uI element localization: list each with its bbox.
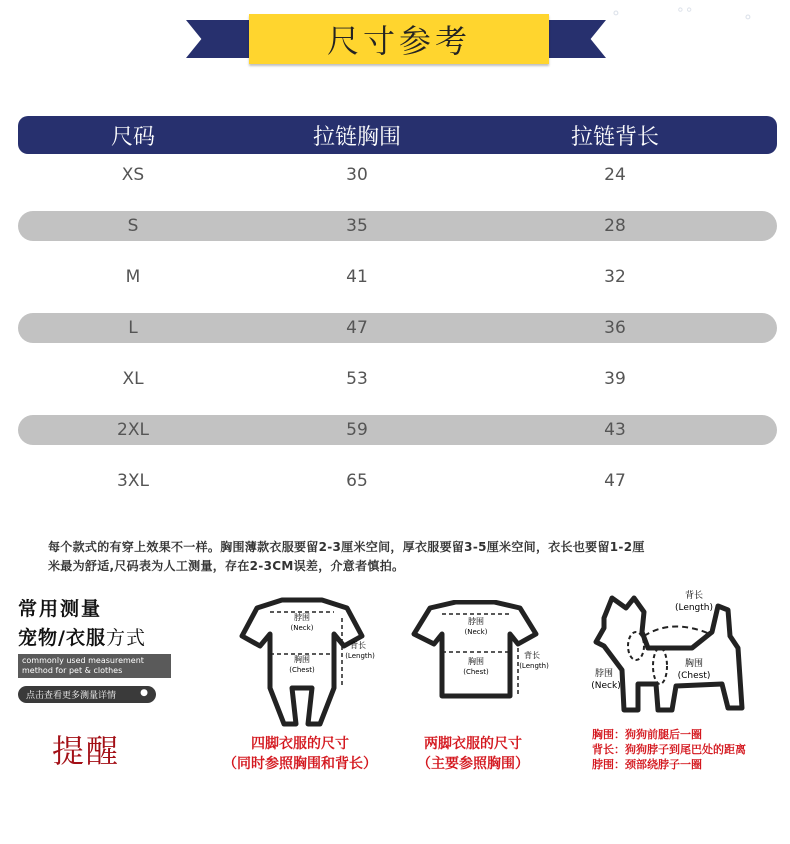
size-cell: M [125, 267, 141, 287]
dog-measurement-diagram [582, 588, 772, 724]
table-row [18, 415, 777, 445]
header-chest: 拉链胸围 [312, 124, 402, 150]
dog-note-neck: 脖围：颈部绕脖子一圈 [592, 758, 702, 771]
chest-label-en: (Chest) [289, 666, 315, 674]
length-cell: 47 [604, 471, 626, 491]
four-leg-clothes-diagram [222, 596, 382, 731]
chest-cell: 59 [346, 420, 368, 440]
length-label-en: (Length) [345, 652, 375, 660]
banner-ribbon-left [186, 20, 256, 58]
length-cell: 28 [604, 216, 626, 236]
size-cell: 2XL [117, 420, 149, 440]
four-leg-caption-2: （同时参照胸围和背长） [223, 756, 377, 772]
length-label-cn: 背长 [350, 641, 366, 650]
length-label-en: (Length) [519, 662, 549, 670]
chest-cell: 30 [346, 165, 368, 185]
size-cell: 3XL [117, 471, 149, 491]
length-cell: 39 [604, 369, 626, 389]
page-title: 尺寸参考 [326, 22, 471, 60]
dog-outline [596, 598, 742, 710]
neck-label-en: (Neck) [290, 624, 314, 632]
two-leg-caption-2: （主要参照胸围） [417, 756, 529, 772]
back-length-line [644, 626, 710, 636]
remind-label: 提醒 [52, 732, 121, 770]
guide-title-2 [18, 623, 178, 650]
size-cell: L [128, 318, 138, 338]
neck-label-cn: 脖围 [594, 669, 614, 679]
chest-cell: 65 [346, 471, 368, 491]
two-leg-caption [378, 734, 568, 774]
guide-english-1: commonly used measurement [22, 656, 144, 665]
table-row [18, 211, 777, 241]
paw-icon: ∘∘ [676, 2, 694, 18]
dog-note-chest: 胸围：狗狗前腿后一圈 [592, 728, 702, 741]
two-leg-caption-1: 两脚衣服的尺寸 [424, 736, 522, 752]
measurement-guide [18, 594, 178, 703]
chest-cell: 35 [346, 216, 368, 236]
length-label-cn: 背长 [524, 651, 540, 660]
size-cell: XS [121, 165, 145, 185]
bone-icon: ⚬ [610, 6, 622, 22]
dog-notes [592, 727, 746, 772]
length-cell: 36 [604, 318, 626, 338]
dog-note-length: 背长：狗狗脖子到尾巴处的距离 [592, 743, 746, 756]
chest-label-en: (Chest) [463, 668, 489, 676]
guide-english-2: method for pet & clothes [22, 666, 123, 675]
header-size: 尺码 [110, 124, 156, 150]
chest-cell: 53 [346, 369, 368, 389]
length-label-cn: 背长 [684, 591, 704, 601]
neck-label-en: (Neck) [464, 628, 488, 636]
length-cell: 32 [604, 267, 626, 287]
chest-cell: 41 [346, 267, 368, 287]
table-row [18, 262, 777, 292]
more-details-label: 点击查看更多测量详情 [26, 691, 117, 701]
neck-label-en: (Neck) [591, 681, 621, 691]
length-cell: 43 [604, 420, 626, 440]
table-row [18, 160, 777, 190]
four-leg-caption-1: 四脚衣服的尺寸 [251, 736, 349, 752]
table-row [18, 313, 777, 343]
chest-label-en: (Chest) [677, 671, 711, 681]
size-note [48, 538, 748, 576]
length-cell: 24 [604, 165, 626, 185]
table-row [18, 364, 777, 394]
size-cell: XL [122, 369, 144, 389]
chest-cell: 47 [346, 318, 368, 338]
table-row [18, 466, 777, 496]
size-table [18, 116, 777, 496]
chest-label-cn: 胸围 [294, 655, 310, 664]
guide-english [18, 654, 171, 678]
note-line-1: 每个款式的有穿上效果不一样。胸围薄款衣服要留2-3厘米空间，厚衣服要留3-5厘米空间，衣长也要留1-2厘 [48, 540, 645, 554]
size-cell: S [127, 216, 139, 236]
chest-label-cn: 胸围 [684, 659, 704, 669]
table-header [18, 116, 777, 154]
title-banner [249, 14, 549, 64]
chest-label-cn: 胸围 [468, 657, 484, 666]
guide-title-1: 常用测量 [18, 598, 103, 620]
guide-title-2-thin: 方式 [105, 627, 146, 649]
neck-label-cn: 脖围 [468, 617, 484, 626]
guide-title-2-bold: 宠物/衣服 [18, 627, 106, 649]
length-label-en: (Length) [674, 603, 714, 613]
bone-icon: ⚬ [742, 10, 754, 26]
paw-icon: ● [140, 688, 148, 698]
neck-label-cn: 脖围 [294, 613, 310, 622]
more-details-button[interactable] [18, 686, 156, 703]
four-leg-caption [200, 734, 400, 774]
header-length: 拉链背长 [570, 124, 660, 150]
two-leg-clothes-diagram [398, 600, 558, 710]
note-line-2: 米最为舒适,尺码表为人工测量，存在2-3CM误差，介意者慎拍。 [48, 559, 405, 573]
